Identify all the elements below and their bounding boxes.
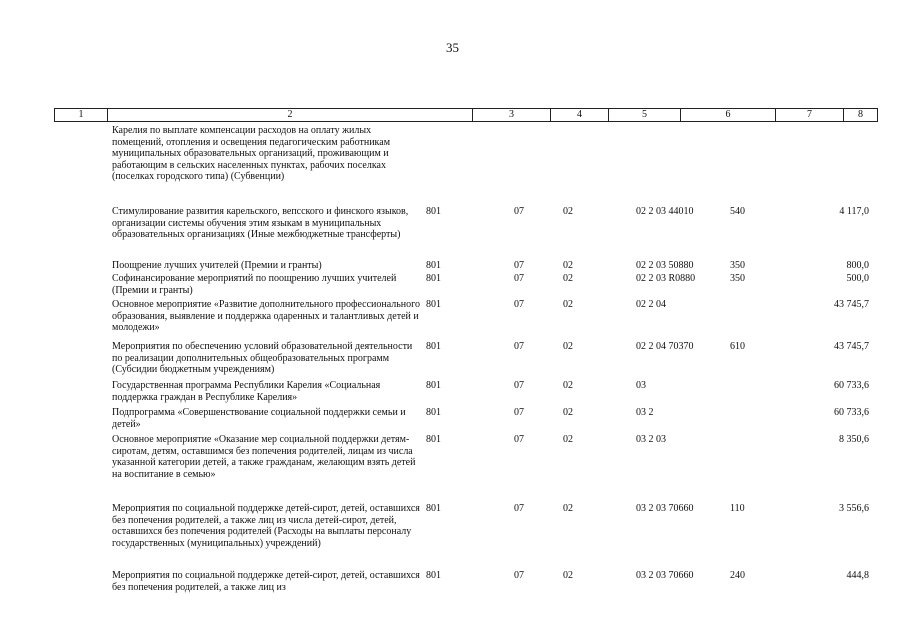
row-description: Подпрограмма «Совершенствование социальной поддержки семьи и детей»	[112, 407, 406, 430]
row-col-8: 500,0	[846, 273, 869, 284]
row-col-5: 02	[563, 206, 573, 217]
row-col-7: 240	[730, 570, 745, 581]
row-description: Стимулирование развития карельского, вепсского и финского языков, организации системы обучения этим языкам в муниципальных образовательных организациях (Иные межбюджетные трансферты)	[112, 206, 409, 240]
row-col-4: 07	[514, 206, 524, 217]
row-col-5: 02	[563, 273, 573, 284]
header-col-7: 7	[775, 109, 843, 121]
row-col-6: 02 2 03 44010	[636, 206, 694, 217]
row-col-6: 03 2 03 70660	[636, 503, 694, 514]
row-col-6: 02 2 03 R0880	[636, 273, 696, 284]
row-col-8: 3 556,6	[839, 503, 869, 514]
row-col-5: 02	[563, 341, 573, 352]
row-description: Софинансирование мероприятий по поощрению лучших учителей (Премии и гранты)	[112, 273, 397, 296]
header-col-8: 8	[843, 109, 877, 121]
row-col-4: 07	[514, 260, 524, 271]
row-col-4: 07	[514, 434, 524, 445]
row-description: Поощрение лучших учителей (Премии и гранты)	[112, 260, 322, 271]
row-col-3: 801	[426, 434, 441, 445]
row-col-3: 801	[426, 206, 441, 217]
row-col-3: 801	[426, 299, 441, 310]
row-col-8: 444,8	[846, 570, 869, 581]
row-col-3: 801	[426, 341, 441, 352]
row-col-8: 4 117,0	[839, 206, 869, 217]
row-col-5: 02	[563, 260, 573, 271]
row-col-8: 60 733,6	[834, 380, 869, 391]
row-col-7: 350	[730, 273, 745, 284]
row-col-5: 02	[563, 503, 573, 514]
row-col-3: 801	[426, 570, 441, 581]
row-col-6: 02 2 04	[636, 299, 666, 310]
row-col-6: 03	[636, 380, 646, 391]
row-col-3: 801	[426, 407, 441, 418]
row-description: Карелия по выплате компенсации расходов на оплату жилых помещений, отопления и освещения педагогическим работникам муниципальных образовательных организаций, проживающим и работающим в сельских населенных пунктах, рабочих поселках (поселках городского типа) (Субвенции)	[112, 125, 391, 182]
header-col-2: 2	[107, 109, 472, 121]
row-col-4: 07	[514, 503, 524, 514]
row-col-5: 02	[563, 380, 573, 391]
row-col-7: 610	[730, 341, 745, 352]
row-col-6: 02 2 03 50880	[636, 260, 694, 271]
row-col-4: 07	[514, 273, 524, 284]
row-col-4: 07	[514, 570, 524, 581]
row-col-5: 02	[563, 299, 573, 310]
row-description: Основное мероприятие «Развитие дополнительного профессионального образования, выявление и поддержка одаренных и талантливых детей и молодежи»	[112, 299, 421, 333]
header-col-6: 6	[680, 109, 775, 121]
row-description: Основное мероприятие «Оказание мер социальной поддержки детям-сиротам, детям, оставшимся без попечения родителей, лицам из числа указанной категории детей, а также гражданам, желающим взять детей на воспитание в семью»	[112, 434, 416, 480]
table-header	[54, 108, 878, 122]
row-col-3: 801	[426, 503, 441, 514]
header-col-1: 1	[78, 109, 84, 120]
row-col-6: 03 2 03	[636, 434, 666, 445]
row-col-7: 350	[730, 260, 745, 271]
row-col-3: 801	[426, 273, 441, 284]
page-number: 35	[446, 40, 459, 55]
row-col-8: 800,0	[846, 260, 869, 271]
row-col-6: 03 2 03 70660	[636, 570, 694, 581]
row-col-4: 07	[514, 341, 524, 352]
row-col-5: 02	[563, 407, 573, 418]
row-col-4: 07	[514, 407, 524, 418]
row-col-5: 02	[563, 434, 573, 445]
row-col-3: 801	[426, 380, 441, 391]
header-col-4: 4	[550, 109, 608, 121]
row-description: Мероприятия по обеспечению условий образовательной деятельности по реализации дополнительных общеобразовательных программ (Субсидии бюджетным учреждениям)	[112, 341, 413, 375]
row-description: Государственная программа Республики Карелия «Социальная поддержка граждан в Республике Карелия»	[112, 380, 381, 403]
row-col-6: 02 2 04 70370	[636, 341, 694, 352]
row-col-8: 8 350,6	[839, 434, 869, 445]
row-col-8: 60 733,6	[834, 407, 869, 418]
row-col-7: 110	[730, 503, 745, 514]
row-col-4: 07	[514, 380, 524, 391]
row-col-7: 540	[730, 206, 745, 217]
row-col-8: 43 745,7	[834, 299, 869, 310]
row-col-8: 43 745,7	[834, 341, 869, 352]
header-col-5: 5	[608, 109, 680, 121]
header-col-3: 3	[472, 109, 550, 121]
row-col-3: 801	[426, 260, 441, 271]
row-col-5: 02	[563, 570, 573, 581]
row-col-4: 07	[514, 299, 524, 310]
row-description: Мероприятия по социальной поддержке детей-сирот, детей, оставшихся без попечения родителей, а также лиц из числа детей-сирот, детей, оставшихся без попечения родителей (Расходы на выплаты персоналу государственных (муниципальных) учреждений)	[112, 503, 420, 549]
row-description: Мероприятия по социальной поддержке детей-сирот, детей, оставшихся без попечения родителей, а также лиц из	[112, 570, 420, 593]
row-col-6: 03 2	[636, 407, 654, 418]
